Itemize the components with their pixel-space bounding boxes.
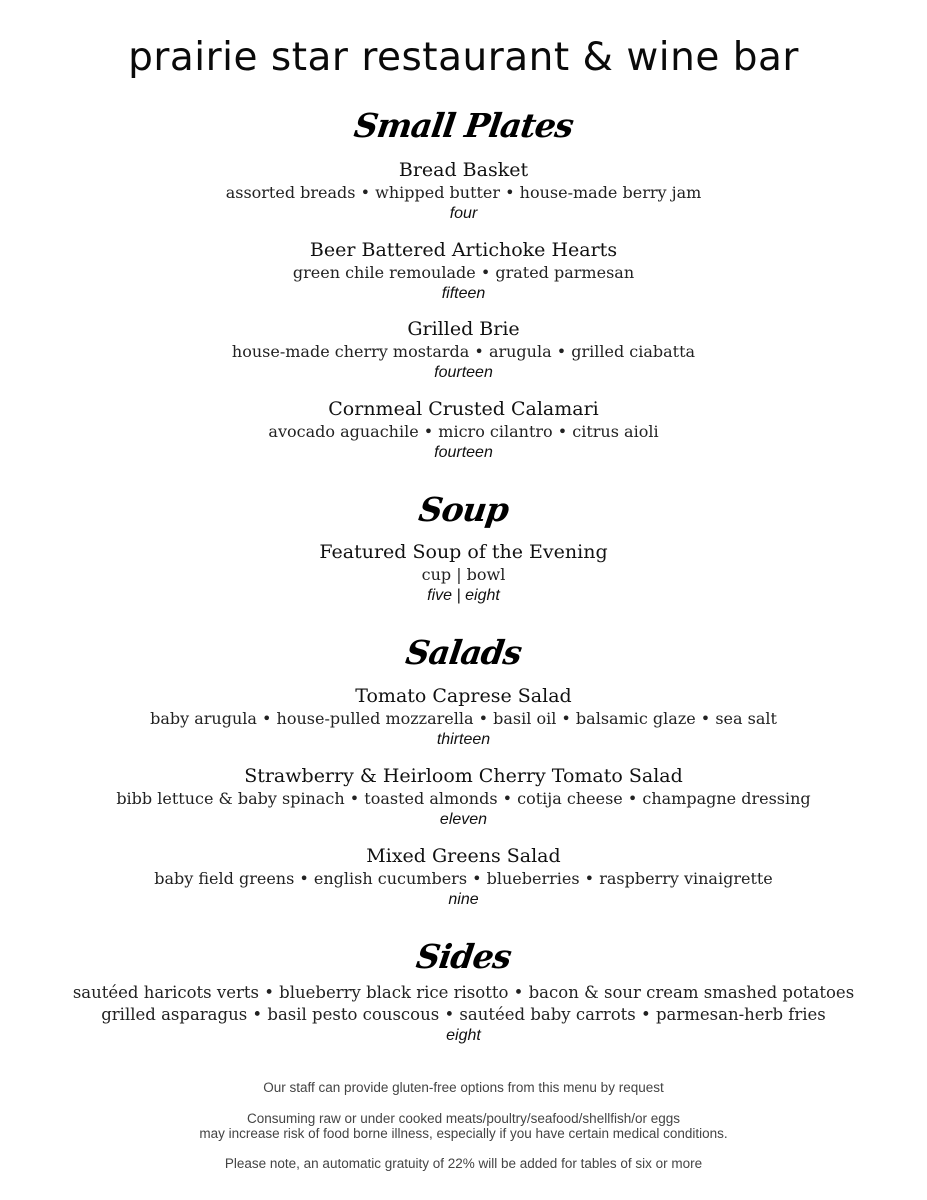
item-name: Bread Basket bbox=[398, 159, 529, 181]
sides-price: eight bbox=[446, 1027, 481, 1044]
item-price: four bbox=[449, 205, 478, 222]
section-heading-small-plates: Small Plates bbox=[351, 106, 576, 145]
item-name: Beer Battered Artichoke Hearts bbox=[309, 239, 618, 261]
item-description: baby field greens • english cucumbers • blueberries • raspberry vinaigrette bbox=[154, 869, 773, 888]
item-description: bibb lettuce & baby spinach • toasted almonds • cotija cheese • champagne dressing bbox=[116, 789, 811, 808]
raw-food-warning-line-2: may increase risk of food borne illness, especially if you have certain medical conditions. bbox=[199, 1126, 728, 1141]
item-description: green chile remoulade • grated parmesan bbox=[292, 263, 635, 282]
menu-item bbox=[0, 159, 927, 224]
item-price: eleven bbox=[439, 811, 488, 828]
menu-item bbox=[0, 318, 927, 383]
item-name: Grilled Brie bbox=[407, 318, 520, 340]
item-name: Strawberry & Heirloom Cherry Tomato Salad bbox=[244, 765, 683, 787]
item-description: house-made cherry mostarda • arugula • grilled ciabatta bbox=[231, 342, 696, 361]
sides-line-2: grilled asparagus • basil pesto couscous • sautéed baby carrots • parmesan-herb fries bbox=[101, 1005, 826, 1024]
menu-item bbox=[0, 845, 927, 910]
item-name: Featured Soup of the Evening bbox=[319, 541, 608, 563]
item-name: Mixed Greens Salad bbox=[366, 845, 561, 867]
item-price: nine bbox=[448, 891, 479, 908]
menu-item bbox=[0, 541, 927, 606]
item-name: Tomato Caprese Salad bbox=[355, 685, 572, 707]
item-description: cup | bowl bbox=[421, 565, 506, 584]
raw-food-warning-line-1: Consuming raw or under cooked meats/poultry/seafood/shellfish/or eggs bbox=[247, 1111, 680, 1126]
item-price: fifteen bbox=[441, 285, 486, 302]
gratuity-note: Please note, an automatic gratuity of 22% will be added for tables of six or more bbox=[224, 1156, 703, 1171]
item-price: thirteen bbox=[436, 731, 491, 748]
item-price: fourteen bbox=[434, 444, 493, 461]
item-price: five | eight bbox=[427, 587, 500, 604]
menu-item bbox=[0, 685, 927, 750]
item-description: baby arugula • house-pulled mozzarella • basil oil • balsamic glaze • sea salt bbox=[150, 709, 777, 728]
restaurant-title: prairie star restaurant & wine bar bbox=[128, 35, 799, 80]
item-description: avocado aguachile • micro cilantro • citrus aioli bbox=[268, 422, 659, 441]
menu-item bbox=[0, 398, 927, 463]
sides-list bbox=[0, 982, 927, 1046]
item-description: assorted breads • whipped butter • house-made berry jam bbox=[225, 183, 702, 202]
item-price: fourteen bbox=[434, 364, 493, 381]
item-name: Cornmeal Crusted Calamari bbox=[328, 398, 599, 420]
menu-item bbox=[0, 765, 927, 830]
sides-line-1: sautéed haricots verts • blueberry black rice risotto • bacon & sour cream smashed potatoes bbox=[72, 983, 855, 1002]
section-heading-soup: Soup bbox=[416, 490, 511, 529]
section-heading-salads: Salads bbox=[403, 633, 524, 672]
gluten-free-note: Our staff can provide gluten-free options from this menu by request bbox=[263, 1080, 664, 1095]
menu-item bbox=[0, 239, 927, 304]
section-heading-sides: Sides bbox=[413, 937, 514, 976]
